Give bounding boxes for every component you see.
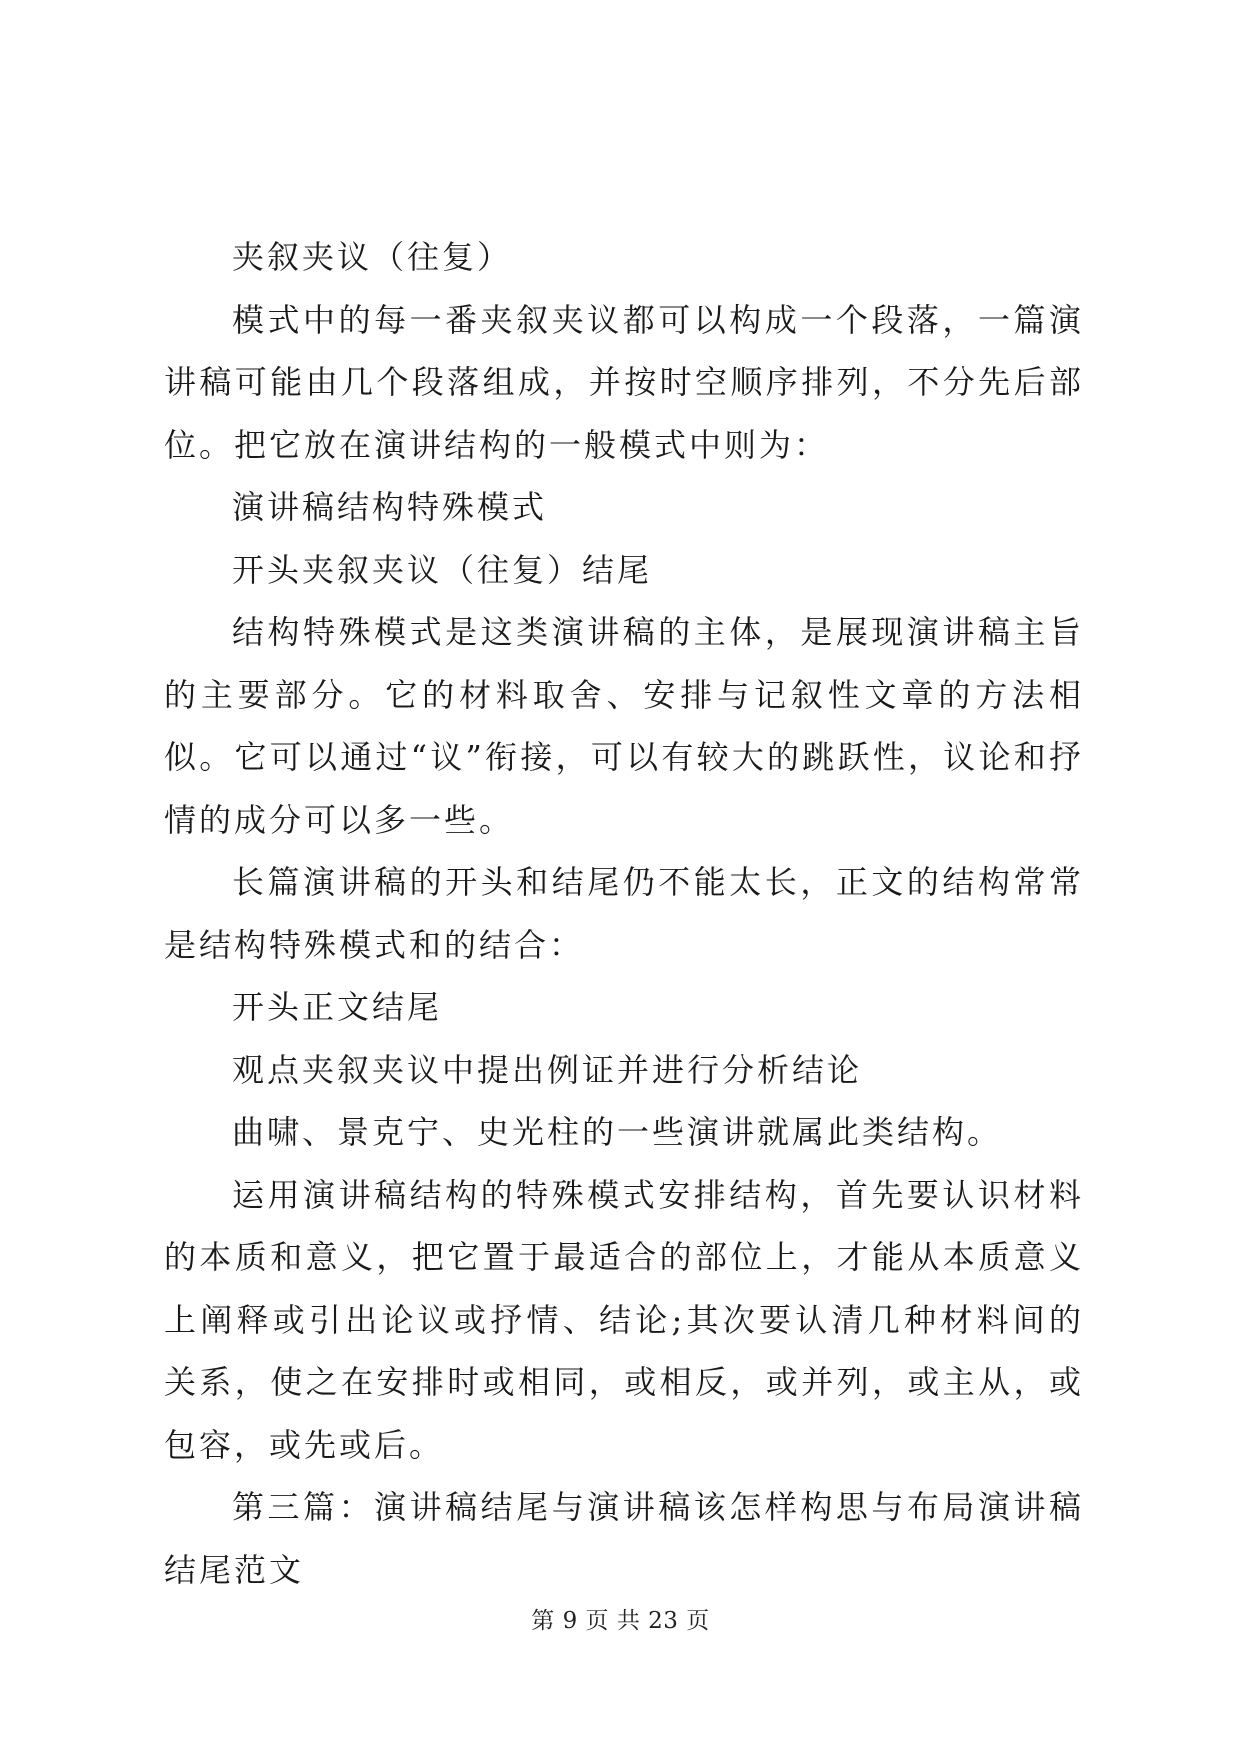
paragraph-6: 长篇演讲稿的开头和结尾仍不能太长，正文的结构常常是结构特殊模式和的结合： [164,863,1084,964]
paragraph-1: 夹叙夹议（往复） [232,238,513,276]
paragraph-5: 结构特殊模式是这类演讲稿的主体，是展现演讲稿主旨的主要部分。它的材料取舍、安排与记叙性文章的方法相似。它可以通过“议”衔接，可以有较大的跳跃性，议论和抒情的成分可以多一些。 [164,613,1084,839]
paragraph-11: 第三篇：演讲稿结尾与演讲稿该怎样构思与布局演讲稿结尾范文 [164,1488,1084,1589]
paragraph-7: 开头正文结尾 [232,988,443,1026]
paragraph-3: 演讲稿结构特殊模式 [232,488,548,526]
paragraph-9: 曲啸、景克宁、史光柱的一些演讲就属此类结构。 [232,1113,1003,1151]
paragraph-10: 运用演讲稿结构的特殊模式安排结构，首先要认识材料的本质和意义，把它置于最适合的部位上，才能从本质意义上阐释或引出论议或抒情、结论;其次要认清几种材料间的关系，使之在安排时或相同，或相反，或并列，或主从，或包容，或先或后。 [164,1175,1084,1464]
document-body [164,226,1084,1601]
paragraph-2: 模式中的每一番夹叙夹议都可以构成一个段落，一篇演讲稿可能由几个段落组成，并按时空顺序排列，不分先后部位。把它放在演讲结构的一般模式中则为： [164,300,1084,464]
paragraph-8: 观点夹叙夹议中提出例证并进行分析结论 [232,1050,863,1089]
page-footer: 第 9 页 共 23 页 [531,1608,710,1634]
paragraph-4: 开头夹叙夹议（往复）结尾 [232,550,653,589]
